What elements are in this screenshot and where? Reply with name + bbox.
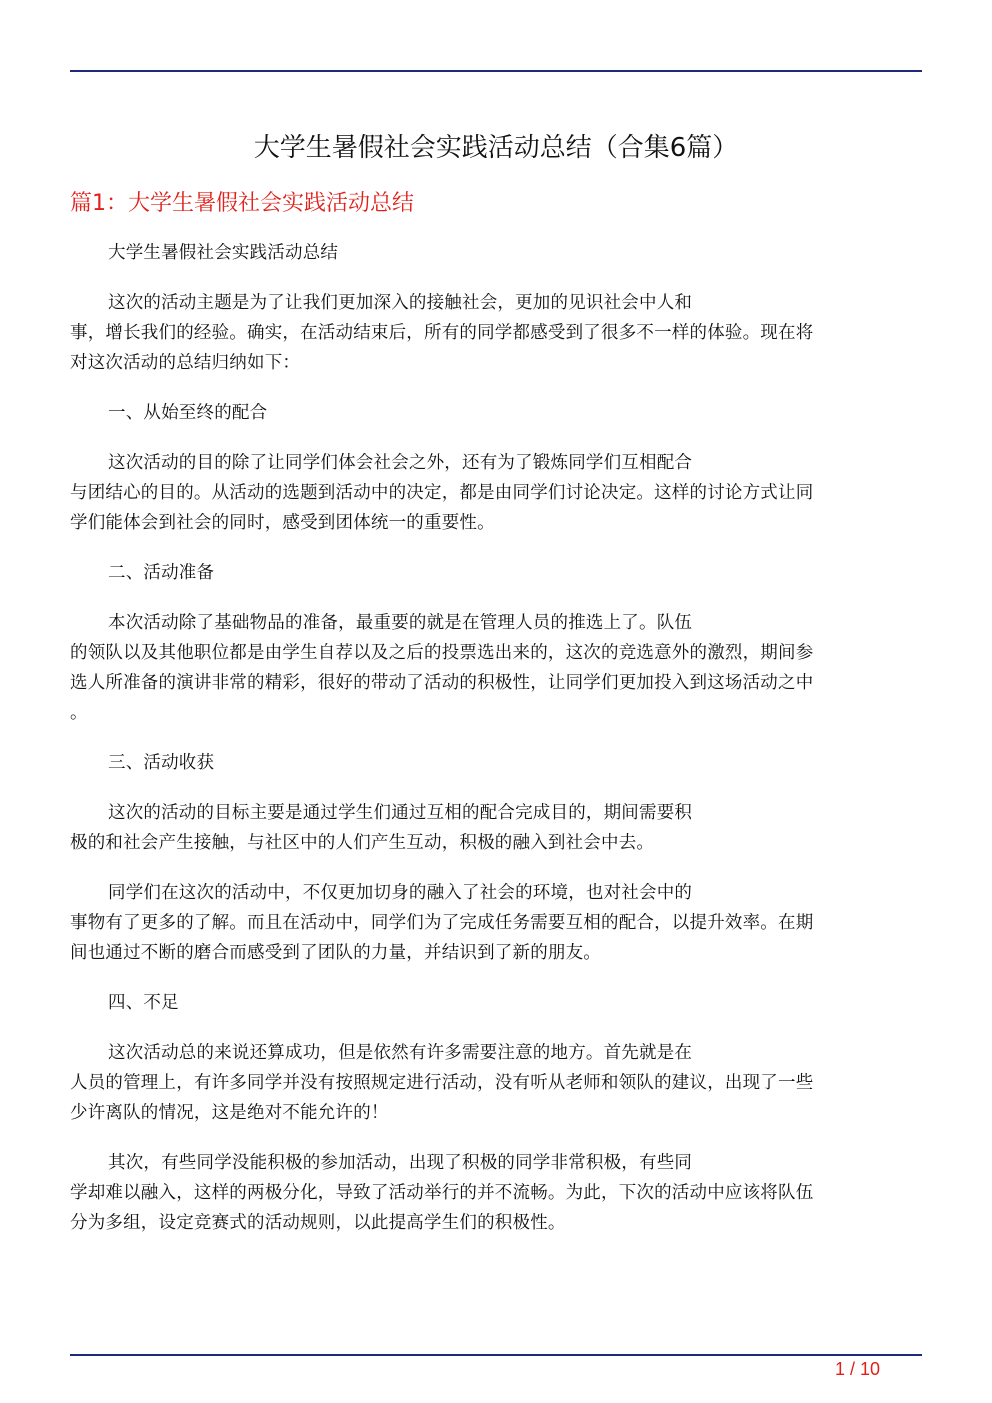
- paragraph-line: 学却难以融入，这样的两极分化，导致了活动举行的并不流畅。为此，下次的活动中应该将队伍: [70, 1183, 814, 1203]
- paragraph-line: 大学生暑假社会实践活动总结: [108, 243, 339, 263]
- paragraph-line: 其次，有些同学没能积极的参加活动，出现了积极的同学非常积极，有些同: [108, 1153, 693, 1173]
- subheading: [70, 558, 912, 588]
- footer-rule: [70, 1354, 922, 1356]
- subheading: [70, 748, 912, 778]
- subheading: [70, 398, 912, 428]
- header-rule: [70, 70, 922, 72]
- paragraph-line: 这次活动的目的除了让同学们体会社会之外，还有为了锻炼同学们互相配合: [108, 453, 693, 473]
- paragraph: [70, 448, 912, 538]
- paragraph-line: 这次活动总的来说还算成功，但是依然有许多需要注意的地方。首先就是在: [108, 1043, 693, 1063]
- paragraph: [70, 878, 912, 968]
- paragraph-line: 这次的活动主题是为了让我们更加深入的接触社会，更加的见识社会中人和: [108, 293, 693, 313]
- subheading: [70, 988, 912, 1018]
- paragraph-line: 与团结心的目的。从活动的选题到活动中的决定，都是由同学们讨论决定。这样的讨论方式让同: [70, 483, 814, 503]
- paragraph-line: 少许离队的情况，这是绝对不能允许的！: [70, 1103, 389, 1123]
- subheading-text: 二、活动准备: [108, 563, 215, 583]
- subheading-text: 一、从始至终的配合: [108, 403, 268, 423]
- paragraph-line: 这次的活动的目标主要是通过学生们通过互相的配合完成目的，期间需要积: [108, 803, 693, 823]
- paragraph-line: 。: [70, 703, 88, 723]
- document-title: 大学生暑假社会实践活动总结（合集6篇）: [253, 133, 739, 163]
- paragraph-line: 对这次活动的总结归纳如下：: [70, 353, 301, 373]
- paragraph-line: 人员的管理上，有许多同学并没有按照规定进行活动，没有听从老师和领队的建议，出现了一些: [70, 1073, 814, 1093]
- paragraph-line: 选人所准备的演讲非常的精彩，很好的带动了活动的积极性，让同学们更加投入到这场活动之中: [70, 673, 814, 693]
- subheading-text: 四、不足: [108, 993, 179, 1013]
- section-title: 篇1：大学生暑假社会实践活动总结: [70, 191, 414, 216]
- paragraph: [70, 1038, 912, 1128]
- paragraph: [70, 238, 912, 268]
- document-body: [70, 238, 912, 1258]
- paragraph: [70, 608, 912, 728]
- paragraph-line: 学们能体会到社会的同时，感受到团体统一的重要性。: [70, 513, 495, 533]
- paragraph-line: 事物有了更多的了解。而且在活动中，同学们为了完成任务需要互相的配合，以提升效率。在期: [70, 913, 814, 933]
- paragraph-line: 的领队以及其他职位都是由学生自荐以及之后的投票选出来的，这次的竞选意外的激烈，期间参: [70, 643, 814, 663]
- paragraph-line: 间也通过不断的磨合而感受到了团队的力量，并结识到了新的朋友。: [70, 943, 601, 963]
- paragraph: [70, 798, 912, 858]
- subheading-text: 三、活动收获: [108, 753, 215, 773]
- paragraph: [70, 288, 912, 378]
- page-number: 1 / 10: [834, 1359, 880, 1379]
- paragraph-line: 分为多组，设定竞赛式的活动规则，以此提高学生们的积极性。: [70, 1213, 566, 1233]
- paragraph-line: 同学们在这次的活动中，不仅更加切身的融入了社会的环境，也对社会中的: [108, 883, 693, 903]
- paragraph: [70, 1148, 912, 1238]
- paragraph-line: 本次活动除了基础物品的准备，最重要的就是在管理人员的推选上了。队伍: [108, 613, 693, 633]
- paragraph-line: 事，增长我们的经验。确实，在活动结束后，所有的同学都感受到了很多不一样的体验。现在将: [70, 323, 814, 343]
- paragraph-line: 极的和社会产生接触，与社区中的人们产生互动，积极的融入到社会中去。: [70, 833, 655, 853]
